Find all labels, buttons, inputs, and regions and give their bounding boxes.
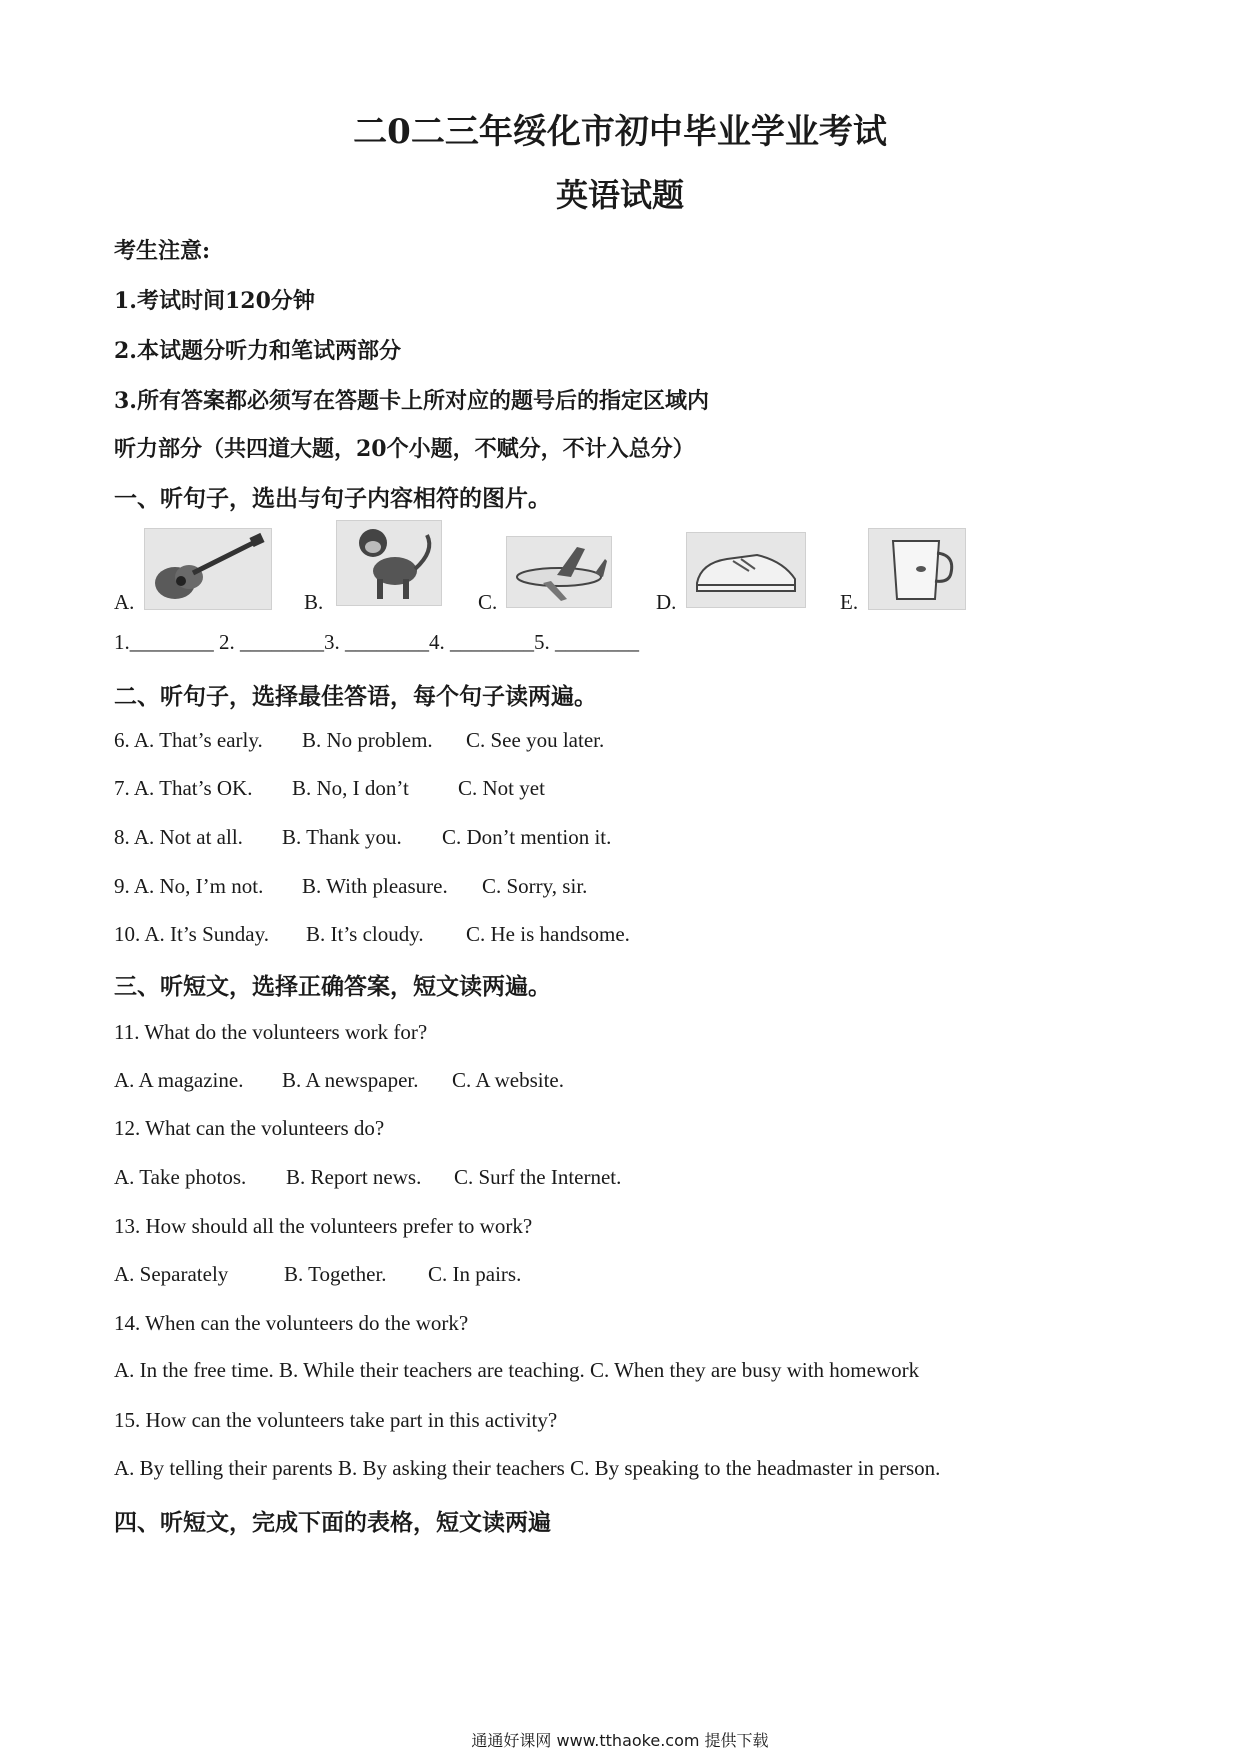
picture-label: C. (478, 590, 498, 614)
question-option-c: C. Not yet (458, 776, 545, 800)
question-option-a: A. A magazine. (114, 1068, 244, 1092)
question-text: 11. What do the volunteers work for? (114, 1020, 428, 1044)
picture-label: A. (114, 590, 135, 614)
question-option-b: B. With pleasure. (302, 874, 448, 898)
notice-item: 2.本试题分听力和笔试两部分 (114, 338, 401, 364)
question-option-b: B. Thank you. (282, 825, 402, 849)
question-option-a: 7. A. That’s OK. (114, 776, 253, 800)
listening-header: 听力部分（共四道大题，20个小题，不赋分，不计入总分） (114, 436, 695, 462)
airplane-icon (506, 536, 612, 608)
section-heading: 二、听句子，选择最佳答语，每个句子读两遍。 (114, 683, 597, 710)
sneaker-icon (686, 532, 806, 608)
question-options: A. By telling their parents B. By asking their teachers C. By speaking to the headmaster in person. (114, 1456, 941, 1480)
question-option-c: C. See you later. (466, 728, 605, 752)
question-option-b: B. Together. (284, 1262, 387, 1286)
notice-item: 1.考试时间120分钟 (114, 288, 315, 314)
section-heading: 一、听句子，选出与句子内容相符的图片。 (114, 485, 551, 512)
page-subtitle: 英语试题 (555, 176, 684, 214)
question-option-c: C. Surf the Internet. (454, 1165, 622, 1189)
guitar-icon (144, 528, 272, 610)
picture-label: B. (304, 590, 324, 614)
question-option-b: B. Report news. (286, 1165, 422, 1189)
question-options: A. In the free time. B. While their teachers are teaching. C. When they are busy with homework (114, 1358, 920, 1382)
question-option-a: A. Take photos. (114, 1165, 247, 1189)
notice-item: 3.所有答案都必须写在答题卡上所对应的题号后的指定区域内 (114, 388, 709, 414)
question-option-c: C. In pairs. (428, 1262, 522, 1286)
question-option-c: C. Sorry, sir. (482, 874, 588, 898)
question-text: 12. What can the volunteers do? (114, 1116, 385, 1140)
page-title: 二0二三年绥化市初中毕业学业考试 (353, 112, 887, 152)
monkey-icon (336, 520, 442, 606)
question-text: 15. How can the volunteers take part in this activity? (114, 1408, 558, 1432)
question-option-c: C. Don’t mention it. (442, 825, 612, 849)
picture-label: D. (656, 590, 677, 614)
question-option-c: C. A website. (452, 1068, 565, 1092)
question-text: 13. How should all the volunteers prefer to work? (114, 1214, 533, 1238)
question-option-b: B. It’s cloudy. (306, 922, 424, 946)
question-option-c: C. He is handsome. (466, 922, 630, 946)
notice-heading: 考生注意: (114, 238, 211, 264)
question-option-a: 6. A. That’s early. (114, 728, 263, 752)
cup-icon (868, 528, 966, 610)
section-heading: 四、听短文，完成下面的表格，短文读两遍 (114, 1509, 551, 1536)
question-option-b: B. No problem. (302, 728, 433, 752)
question-option-a: 9. A. No, I’m not. (114, 874, 264, 898)
question-option-a: 10. A. It’s Sunday. (114, 922, 269, 946)
question-option-b: B. No, I don’t (292, 776, 409, 800)
answer-blanks: 1.________ 2. ________3. ________4. ________5. ________ (114, 630, 639, 654)
page-footer: 通通好课网 www.tthaoke.com 提供下载 (471, 1731, 769, 1750)
section-heading: 三、听短文，选择正确答案，短文读两遍。 (114, 973, 551, 1000)
question-option-b: B. A newspaper. (282, 1068, 419, 1092)
question-text: 14. When can the volunteers do the work? (114, 1311, 469, 1335)
question-option-a: A. Separately (114, 1262, 229, 1286)
question-option-a: 8. A. Not at all. (114, 825, 243, 849)
picture-label: E. (840, 590, 859, 614)
